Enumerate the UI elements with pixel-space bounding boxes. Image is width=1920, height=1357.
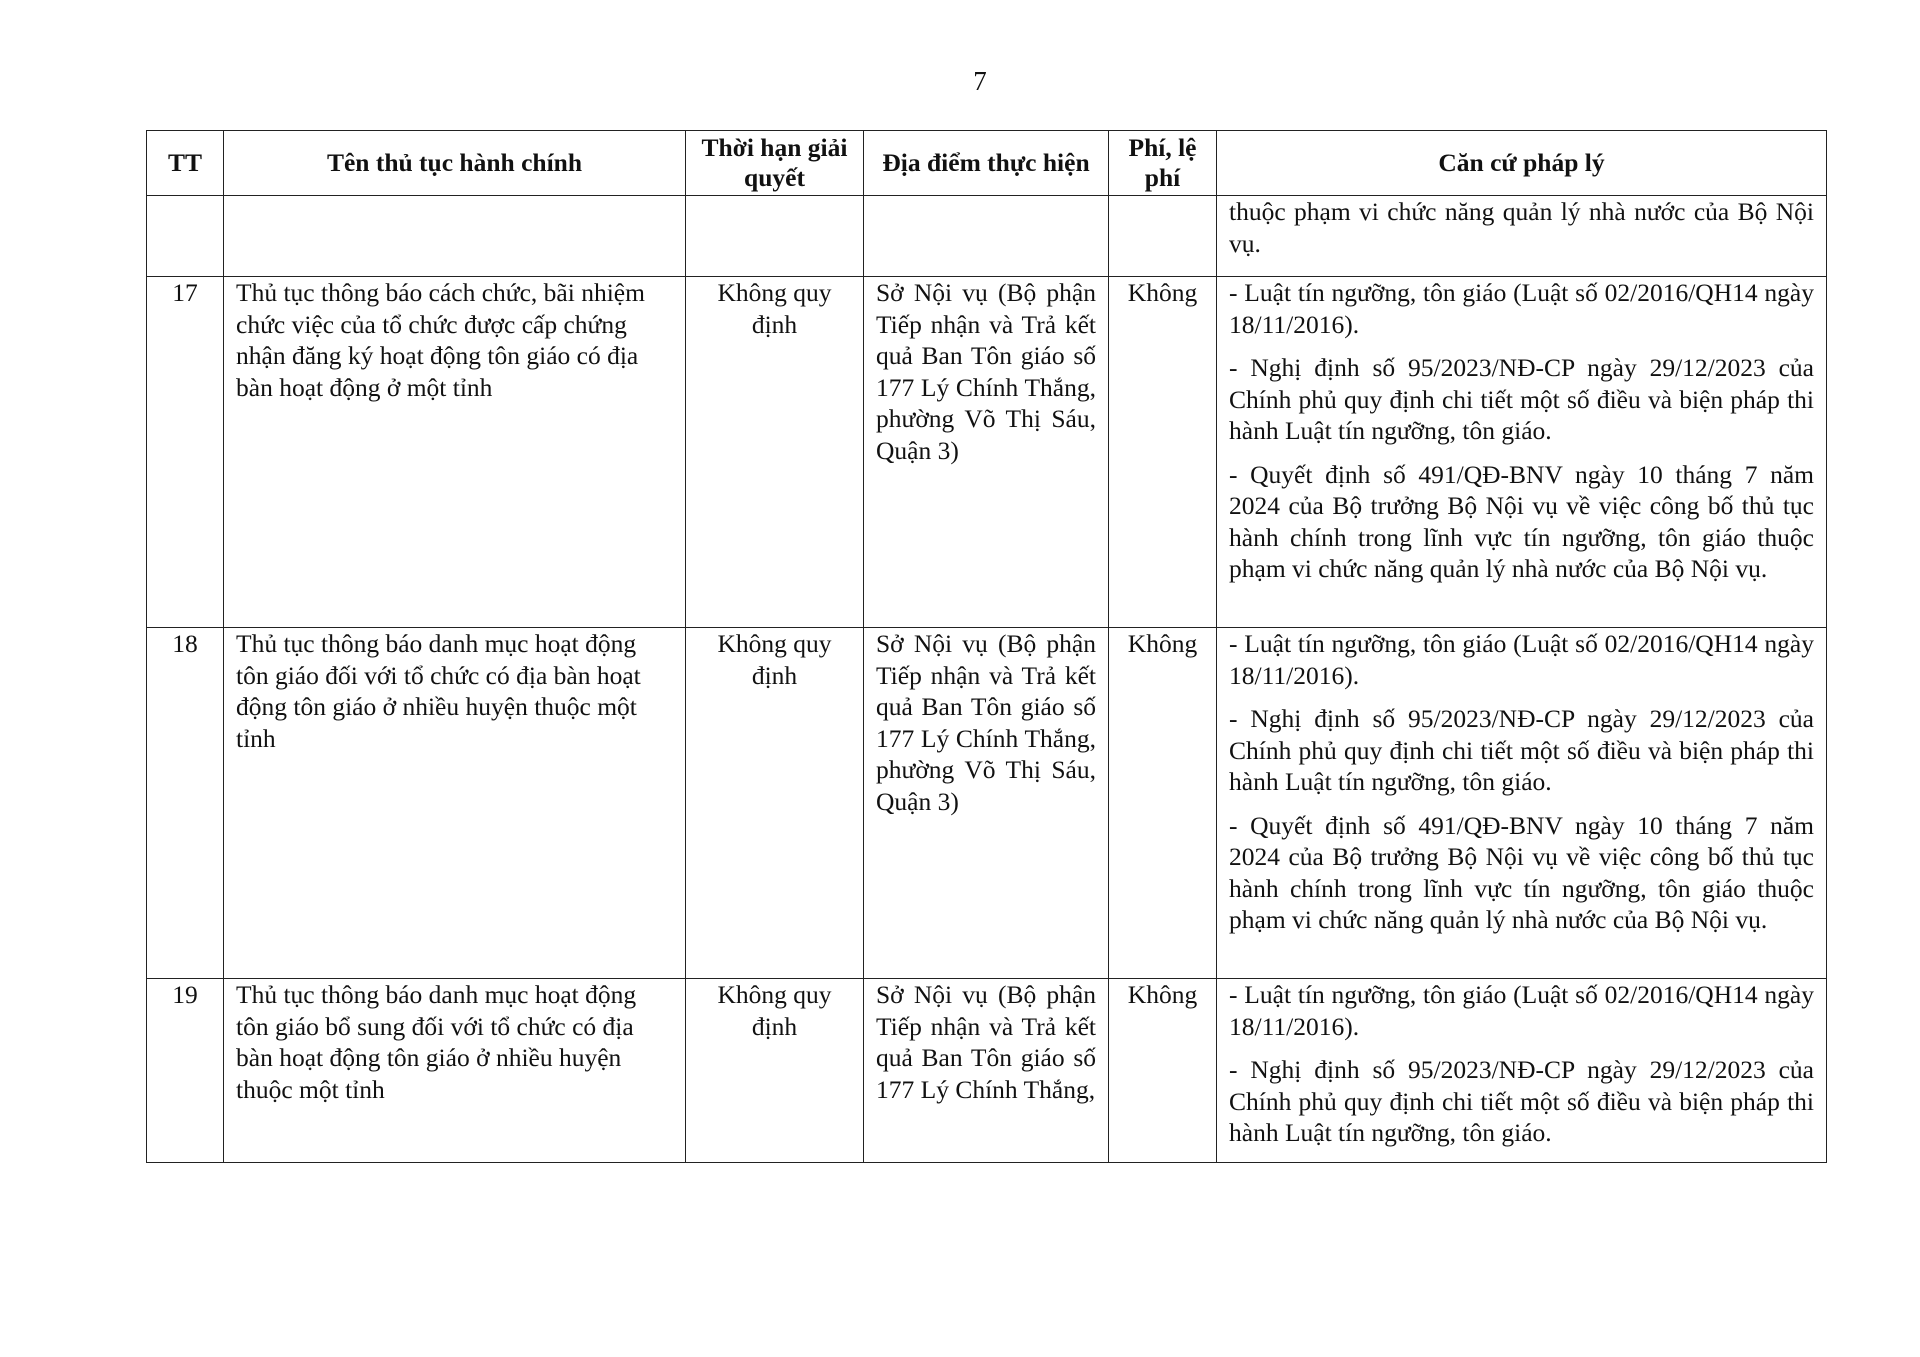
- cont-tt: [147, 196, 224, 277]
- row-legal: [1217, 628, 1827, 979]
- header-place: Địa điểm thực hiện: [864, 131, 1109, 196]
- row-name: Thủ tục thông báo danh mục hoạt động tôn giáo bổ sung đối với tổ chức có địa bàn hoạt động tôn giáo ở nhiều huyện thuộc một tỉnh: [224, 979, 686, 1163]
- row-tt: 18: [147, 628, 224, 979]
- row-fee: Không: [1109, 628, 1217, 979]
- row-place: Sở Nội vụ (Bộ phận Tiếp nhận và Trả kết quả Ban Tôn giáo số 177 Lý Chính Thắng, phường Võ Thị Sáu, Quận 3): [864, 628, 1109, 979]
- table-row: [147, 277, 1827, 628]
- legal-item: - Luật tín ngưỡng, tôn giáo (Luật số 02/2016/QH14 ngày 18/11/2016).: [1229, 629, 1814, 690]
- header-row: [147, 131, 1827, 196]
- cont-time: [686, 196, 864, 277]
- row-fee: Không: [1109, 277, 1217, 628]
- legal-item: - Luật tín ngưỡng, tôn giáo (Luật số 02/2016/QH14 ngày 18/11/2016).: [1229, 278, 1814, 339]
- row-legal: [1217, 277, 1827, 628]
- legal-item: - Quyết định số 491/QĐ-BNV ngày 10 tháng 7 năm 2024 của Bộ trưởng Bộ Nội vụ về việc công bố thủ tục hành chính trong lĩnh vực tín ngưỡng, tôn giáo thuộc phạm vi chức năng quản lý nhà nước của Bộ Nội vụ.: [1229, 459, 1814, 583]
- row-place: Sở Nội vụ (Bộ phận Tiếp nhận và Trả kết quả Ban Tôn giáo số 177 Lý Chính Thắng,: [864, 979, 1109, 1163]
- legal-item: - Quyết định số 491/QĐ-BNV ngày 10 tháng 7 năm 2024 của Bộ trưởng Bộ Nội vụ về việc công bố thủ tục hành chính trong lĩnh vực tín ngưỡng, tôn giáo thuộc phạm vi chức năng quản lý nhà nước của Bộ Nội vụ.: [1229, 810, 1814, 934]
- row-legal: [1217, 979, 1827, 1163]
- row-name: Thủ tục thông báo cách chức, bãi nhiệm chức việc của tổ chức được cấp chứng nhận đăng ký hoạt động tôn giáo có địa bàn hoạt động ở một tỉnh: [224, 277, 686, 628]
- table-row: [147, 628, 1827, 979]
- header-legal: Căn cứ pháp lý: [1217, 131, 1827, 196]
- row-time: Không quy định: [686, 628, 864, 979]
- row-name: Thủ tục thông báo danh mục hoạt động tôn giáo đối với tổ chức có địa bàn hoạt động tôn giáo ở nhiều huyện thuộc một tỉnh: [224, 628, 686, 979]
- header-tt: TT: [147, 131, 224, 196]
- header-name: Tên thủ tục hành chính: [224, 131, 686, 196]
- cont-legal: thuộc phạm vi chức năng quản lý nhà nước của Bộ Nội vụ.: [1217, 196, 1827, 277]
- legal-item: - Nghị định số 95/2023/NĐ-CP ngày 29/12/2023 của Chính phủ quy định chi tiết một số điều và biện pháp thi hành Luật tín ngưỡng, tôn giáo.: [1229, 353, 1814, 445]
- row-time: Không quy định: [686, 979, 864, 1163]
- row-tt: 17: [147, 277, 224, 628]
- row-place: Sở Nội vụ (Bộ phận Tiếp nhận và Trả kết quả Ban Tôn giáo số 177 Lý Chính Thắng, phường Võ Thị Sáu, Quận 3): [864, 277, 1109, 628]
- cont-place: [864, 196, 1109, 277]
- continuation-row: [147, 196, 1827, 277]
- table-row: [147, 979, 1827, 1163]
- cont-fee: [1109, 196, 1217, 277]
- row-tt: 19: [147, 979, 224, 1163]
- header-fee: Phí, lệ phí: [1109, 131, 1217, 196]
- cont-name: [224, 196, 686, 277]
- row-fee: Không: [1109, 979, 1217, 1163]
- header-time: Thời hạn giải quyết: [686, 131, 864, 196]
- legal-item: - Nghị định số 95/2023/NĐ-CP ngày 29/12/2023 của Chính phủ quy định chi tiết một số điều và biện pháp thi hành Luật tín ngưỡng, tôn giáo.: [1229, 1055, 1814, 1147]
- legal-item: - Nghị định số 95/2023/NĐ-CP ngày 29/12/2023 của Chính phủ quy định chi tiết một số điều và biện pháp thi hành Luật tín ngưỡng, tôn giáo.: [1229, 704, 1814, 796]
- page-number: 7: [973, 66, 987, 96]
- procedures-table: [146, 130, 1827, 1163]
- legal-item: - Luật tín ngưỡng, tôn giáo (Luật số 02/2016/QH14 ngày 18/11/2016).: [1229, 980, 1814, 1041]
- row-time: Không quy định: [686, 277, 864, 628]
